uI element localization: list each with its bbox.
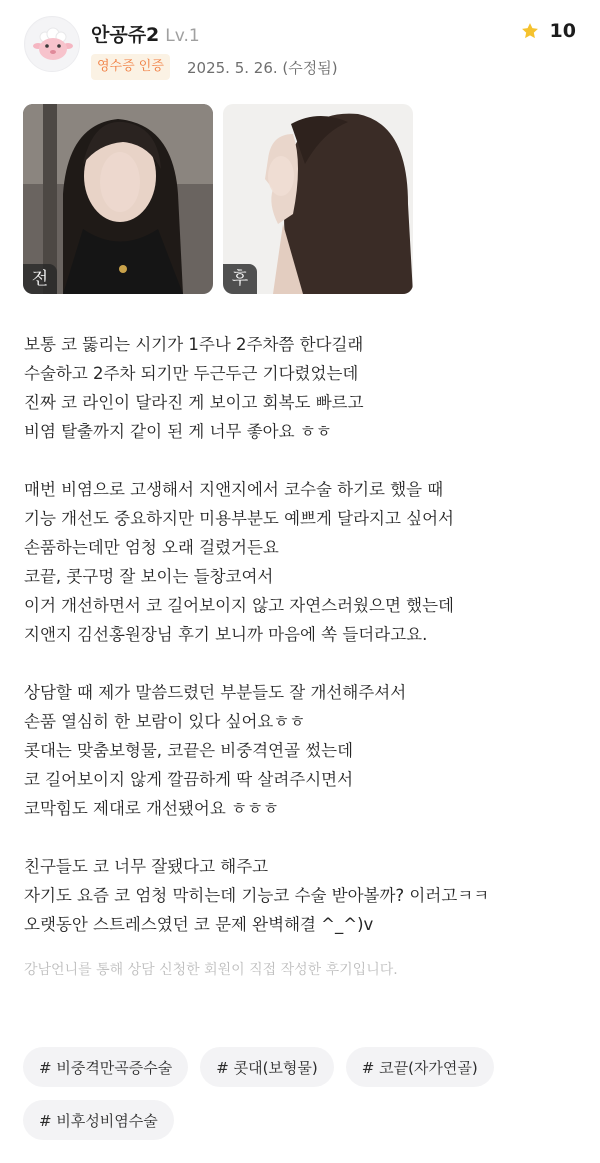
star-icon [520,21,540,41]
rating-value: 10 [549,20,576,42]
user-level: Lv.1 [165,26,200,46]
text-line: 기능 개선도 중요하지만 미용부분도 예쁘게 달라지고 싶어서 [24,509,454,528]
procedure-tags [23,1047,583,1153]
text-line: 오랫동안 스트레스였던 코 문제 완벽해결 ^_^)v [24,915,374,934]
text-line: 수술하고 2주차 되기만 두근두근 기다렸었는데 [24,364,359,383]
procedure-tag[interactable]: # 코끝(자가연골) [346,1047,494,1087]
paragraph [24,852,576,939]
procedure-tag[interactable]: # 비후성비염수술 [23,1100,174,1140]
text-line: 자기도 요즘 코 엄청 막히는데 기능코 수술 받아볼까? 이러고ㅋㅋ [24,886,490,905]
after-tag: 후 [223,264,257,294]
paragraph [24,330,576,446]
text-line: 손품하는데만 엄청 오래 걸렸거든요 [24,538,279,557]
text-line: 코 길어보이지 않게 깔끔하게 딱 살려주시면서 [24,770,354,789]
avatar[interactable] [24,16,80,72]
text-line: 친구들도 코 너무 잘됐다고 해주고 [24,857,269,876]
procedure-tag[interactable]: # 비중격만곡증수술 [23,1047,188,1087]
text-line: 콧대는 맞춤보형물, 코끝은 비중격연골 썼는데 [24,741,354,760]
procedure-tag[interactable]: # 콧대(보형물) [200,1047,334,1087]
rating [520,20,576,42]
paragraph [24,475,576,649]
text-line: 비염 탈출까지 같이 된 게 너무 좋아요 ㅎㅎ [24,422,332,441]
username-row [91,20,200,47]
receipt-verified-badge: 영수증 인증 [91,54,170,80]
before-photo[interactable] [23,104,213,294]
username[interactable]: 안공쥬2 [91,24,160,46]
text-line: 이거 개선하면서 코 길어보이지 않고 자연스러웠으면 했는데 [24,596,454,615]
review-date: 2025. 5. 26. (수정됨) [187,59,338,77]
text-line: 코막힘도 제대로 개선됐어요 ㅎㅎㅎ [24,799,279,818]
text-line: 지앤지 김선홍원장님 후기 보니까 마음에 쏙 들더라고요. [24,625,428,644]
review-disclaimer: 강남언니를 통해 상담 신청한 회원이 직접 작성한 후기입니다. [24,962,398,978]
after-photo[interactable] [223,104,413,294]
text-line: 손품 열심히 한 보람이 있다 싶어요ㅎㅎ [24,712,306,731]
text-line: 보통 코 뚫리는 시기가 1주나 2주차쯤 한다길래 [24,335,364,354]
paragraph [24,678,576,823]
sheep-face-icon [25,17,80,72]
review-body [24,330,576,968]
text-line: 상담할 때 제가 말씀드렸던 부분들도 잘 개선해주셔서 [24,683,407,702]
text-line: 매번 비염으로 고생해서 지앤지에서 코수술 하기로 했을 때 [24,480,444,499]
before-tag: 전 [23,264,57,294]
text-line: 진짜 코 라인이 달라진 게 보이고 회복도 빠르고 [24,393,364,412]
text-line: 코끝, 콧구멍 잘 보이는 들창코여서 [24,567,274,586]
review-header [24,16,576,86]
